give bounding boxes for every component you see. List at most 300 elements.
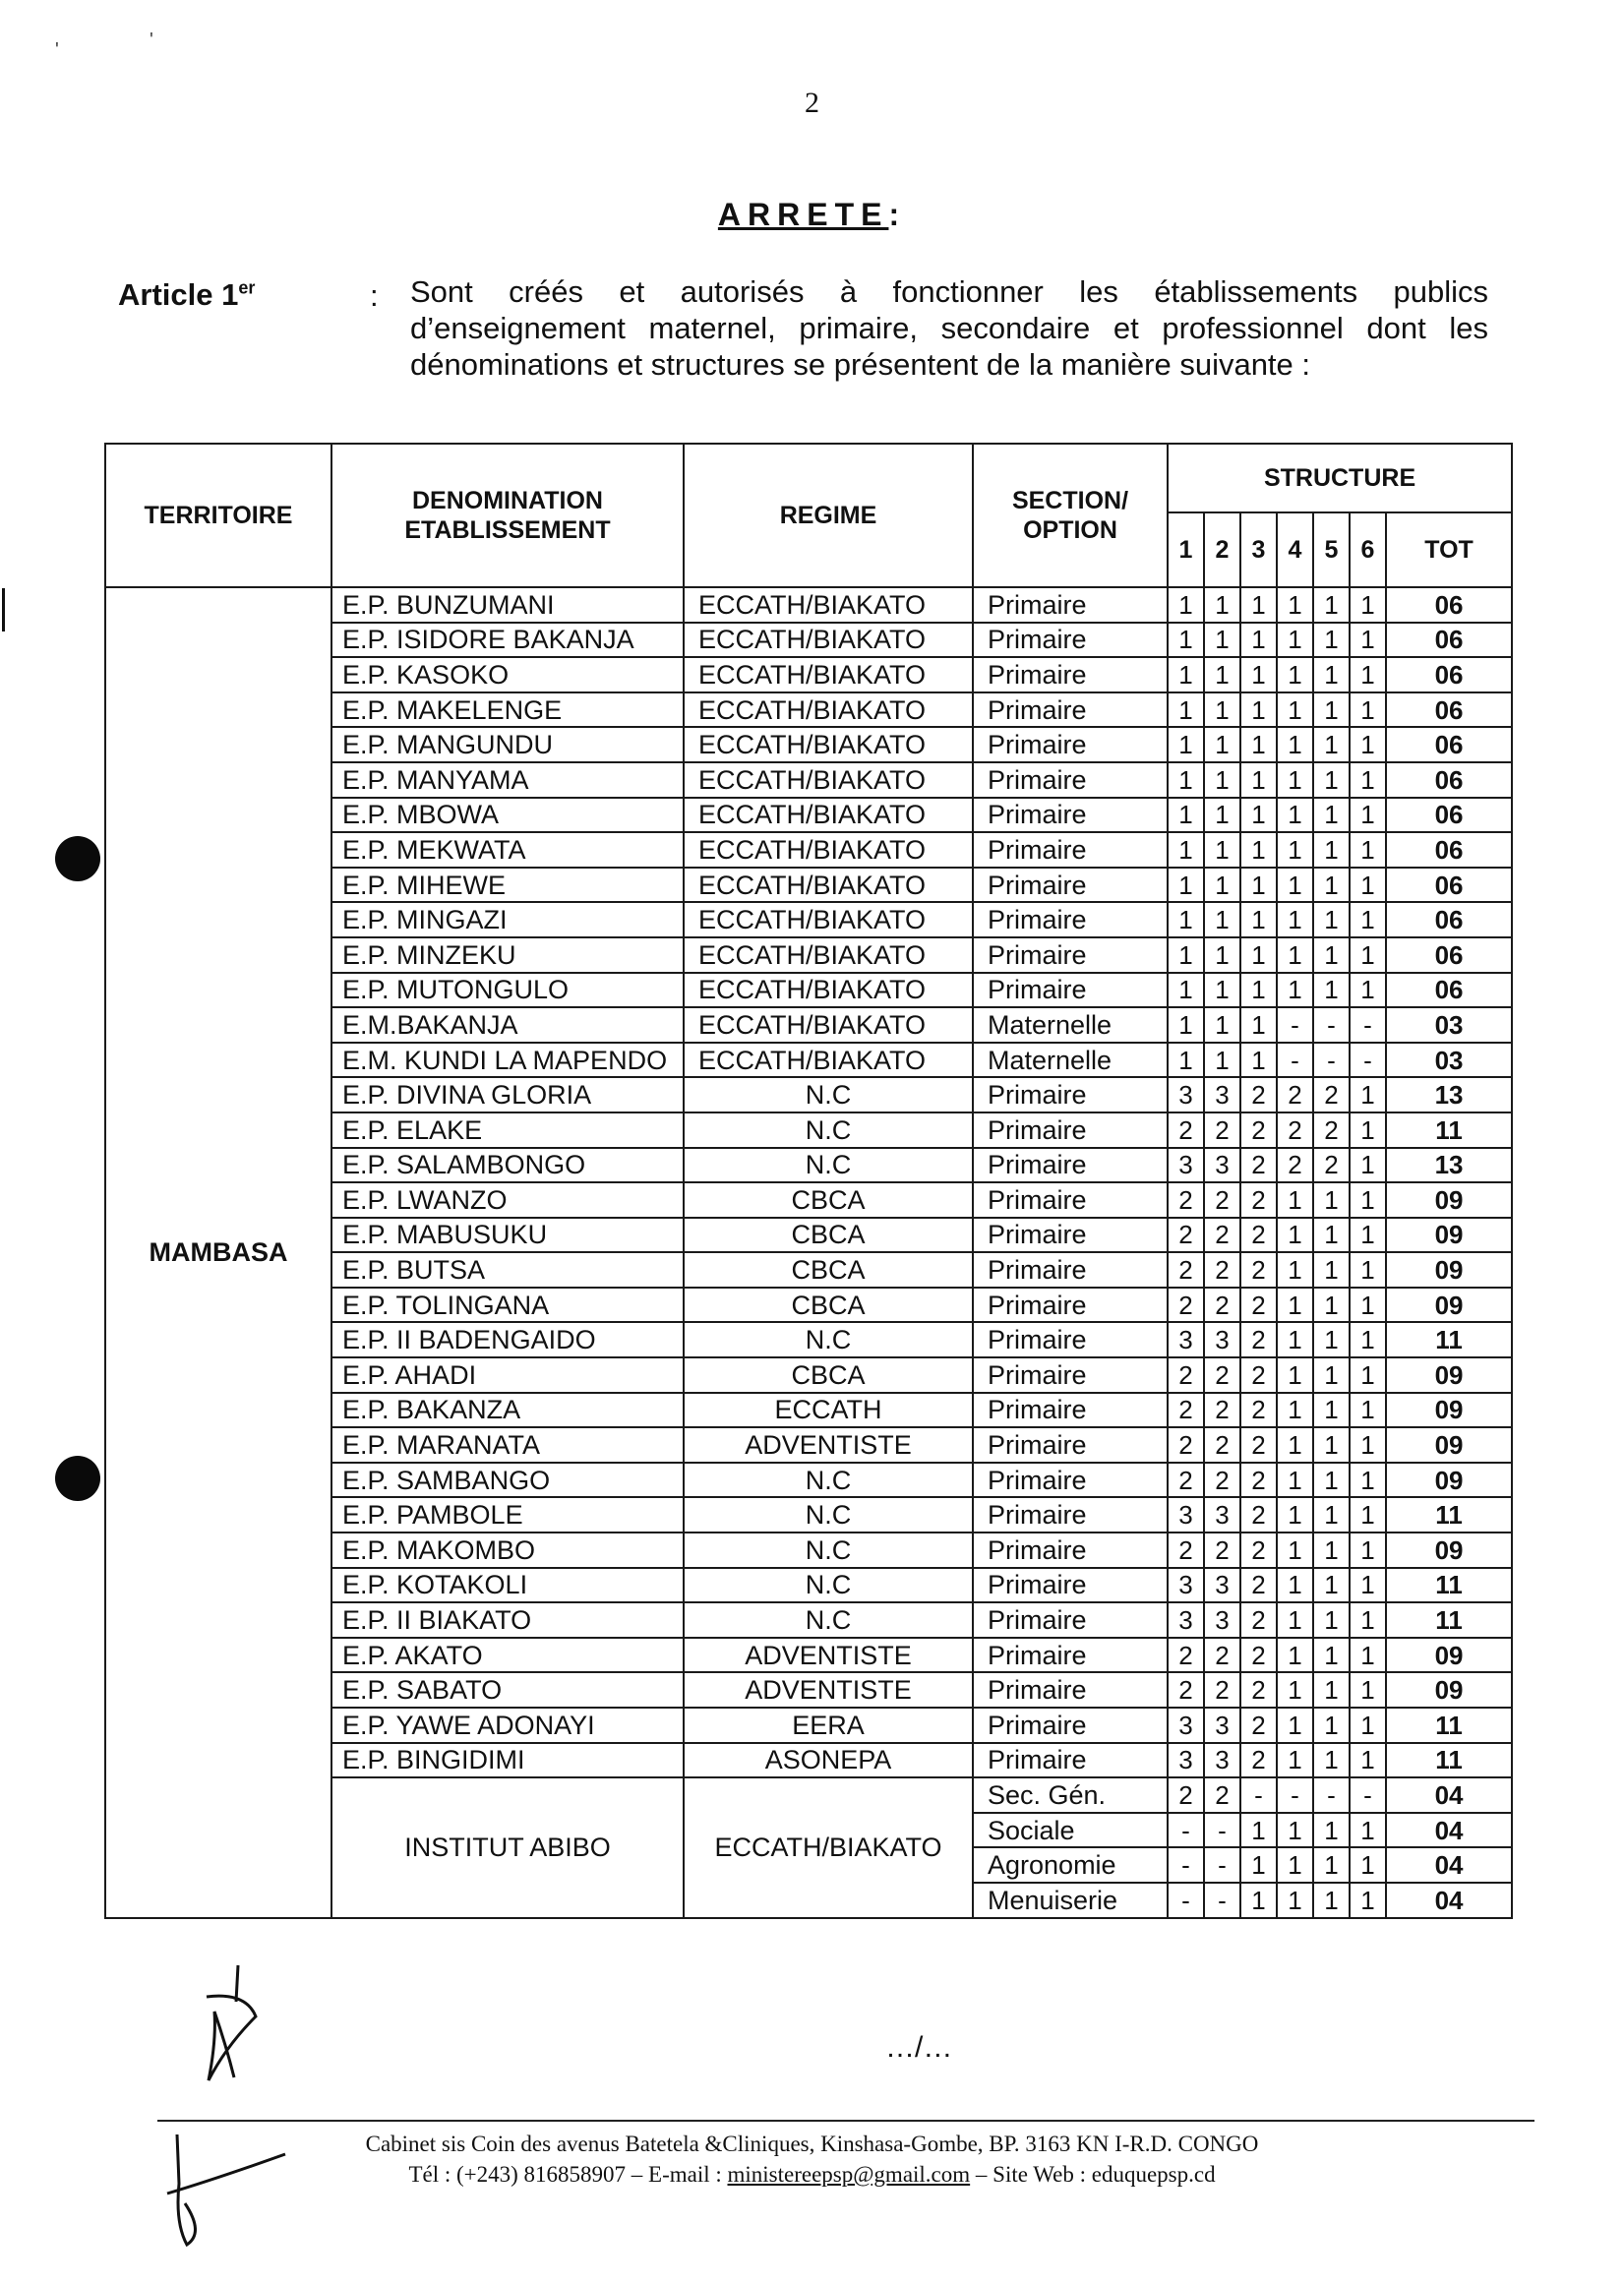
structure-level-4: 1 (1277, 1602, 1313, 1638)
school-regime: CBCA (684, 1357, 973, 1393)
school-section: Primaire (973, 1533, 1168, 1568)
structure-level-1: 1 (1168, 973, 1204, 1008)
structure-total: 11 (1386, 1743, 1512, 1778)
school-section: Primaire (973, 937, 1168, 973)
structure-level-1: - (1168, 1847, 1204, 1883)
structure-level-3: 1 (1240, 657, 1277, 692)
structure-level-6: 1 (1350, 1602, 1386, 1638)
decree-heading (0, 197, 1624, 233)
school-name: E.P. MBOWA (331, 798, 684, 833)
school-name: E.P. DIVINA GLORIA (331, 1077, 684, 1112)
structure-level-2: 2 (1204, 1463, 1240, 1498)
structure-level-1: - (1168, 1883, 1204, 1918)
school-regime: N.C (684, 1568, 973, 1603)
structure-level-5: 1 (1313, 973, 1350, 1008)
school-name: E.P. BAKANZA (331, 1393, 684, 1428)
structure-level-4: 2 (1277, 1112, 1313, 1148)
school-name: E.P. SAMBANGO (331, 1463, 684, 1498)
punch-hole-top (55, 836, 100, 881)
school-section: Primaire (973, 973, 1168, 1008)
structure-level-3: 2 (1240, 1112, 1277, 1148)
structure-level-5: - (1313, 1777, 1350, 1813)
structure-level-1: 1 (1168, 657, 1204, 692)
school-name: E.P. AHADI (331, 1357, 684, 1393)
structure-level-4: 1 (1277, 1743, 1313, 1778)
structure-level-4: 1 (1277, 1218, 1313, 1253)
structure-total: 11 (1386, 1112, 1512, 1148)
school-name: E.P. BUTSA (331, 1252, 684, 1288)
structure-level-6: 1 (1350, 692, 1386, 728)
school-name: E.M. KUNDI LA MAPENDO (331, 1043, 684, 1078)
structure-level-1: 2 (1168, 1288, 1204, 1323)
structure-level-2: 1 (1204, 762, 1240, 798)
structure-level-4: 1 (1277, 1252, 1313, 1288)
structure-level-1: 1 (1168, 623, 1204, 658)
school-name: E.P. MINZEKU (331, 937, 684, 973)
structure-level-4: 1 (1277, 1497, 1313, 1533)
schools-table (104, 443, 1513, 1919)
school-regime: ECCATH/BIAKATO (684, 762, 973, 798)
school-section: Primaire (973, 1357, 1168, 1393)
structure-level-5: 1 (1313, 623, 1350, 658)
structure-level-6: 1 (1350, 762, 1386, 798)
structure-level-1: 1 (1168, 1043, 1204, 1078)
school-name: E.P. AKATO (331, 1638, 684, 1673)
institut-option: Sociale (973, 1813, 1168, 1848)
structure-level-4: 1 (1277, 1883, 1313, 1918)
structure-level-4: 1 (1277, 1813, 1313, 1848)
structure-level-5: 1 (1313, 1672, 1350, 1708)
institut-option: Menuiserie (973, 1883, 1168, 1918)
structure-total: 04 (1386, 1813, 1512, 1848)
school-section: Maternelle (973, 1007, 1168, 1043)
school-name: E.P. PAMBOLE (331, 1497, 684, 1533)
structure-level-1: 2 (1168, 1357, 1204, 1393)
structure-level-4: 1 (1277, 902, 1313, 937)
structure-level-2: 1 (1204, 902, 1240, 937)
structure-total: 04 (1386, 1777, 1512, 1813)
school-section: Primaire (973, 902, 1168, 937)
structure-level-2: 1 (1204, 832, 1240, 868)
structure-level-6: 1 (1350, 1883, 1386, 1918)
structure-level-3: 2 (1240, 1602, 1277, 1638)
structure-level-4: 1 (1277, 973, 1313, 1008)
structure-total: 03 (1386, 1007, 1512, 1043)
school-regime: N.C (684, 1533, 973, 1568)
school-name: E.P. SABATO (331, 1672, 684, 1708)
structure-level-1: 3 (1168, 1497, 1204, 1533)
structure-level-3: 2 (1240, 1218, 1277, 1253)
structure-level-3: 2 (1240, 1182, 1277, 1218)
school-section: Primaire (973, 1568, 1168, 1603)
structure-level-5: 1 (1313, 1813, 1350, 1848)
structure-level-4: 1 (1277, 798, 1313, 833)
structure-total: 06 (1386, 587, 1512, 623)
structure-level-5: 1 (1313, 1322, 1350, 1357)
structure-level-6: 1 (1350, 1077, 1386, 1112)
school-section: Primaire (973, 692, 1168, 728)
structure-level-3: 1 (1240, 727, 1277, 762)
school-section: Primaire (973, 762, 1168, 798)
structure-level-4: 1 (1277, 1357, 1313, 1393)
school-regime: ECCATH (684, 1393, 973, 1428)
footer-address: Cabinet sis Coin des avenus Batetela &Cliniques, Kinshasa-Gombe, BP. 3163 KN I-R.D. CONGO (365, 2132, 1259, 2156)
structure-level-5: 1 (1313, 1743, 1350, 1778)
school-section: Primaire (973, 1743, 1168, 1778)
school-regime: ECCATH/BIAKATO (684, 657, 973, 692)
school-name: E.P. KASOKO (331, 657, 684, 692)
school-regime: ECCATH/BIAKATO (684, 868, 973, 903)
school-regime: ECCATH/BIAKATO (684, 587, 973, 623)
structure-level-1: 1 (1168, 762, 1204, 798)
structure-level-5: 1 (1313, 1497, 1350, 1533)
structure-level-3: 2 (1240, 1393, 1277, 1428)
structure-level-5: 1 (1313, 727, 1350, 762)
structure-level-1: 2 (1168, 1638, 1204, 1673)
school-regime: ECCATH/BIAKATO (684, 692, 973, 728)
structure-total: 09 (1386, 1427, 1512, 1463)
structure-level-2: 2 (1204, 1393, 1240, 1428)
structure-level-2: 1 (1204, 657, 1240, 692)
structure-level-5: 1 (1313, 1568, 1350, 1603)
school-name: E.P. BUNZUMANI (331, 587, 684, 623)
structure-level-2: 3 (1204, 1322, 1240, 1357)
structure-level-6: 1 (1350, 868, 1386, 903)
structure-level-2: 1 (1204, 727, 1240, 762)
structure-level-3: 1 (1240, 692, 1277, 728)
structure-level-5: 1 (1313, 868, 1350, 903)
structure-level-2: 2 (1204, 1288, 1240, 1323)
structure-total: 09 (1386, 1533, 1512, 1568)
school-regime: N.C (684, 1497, 973, 1533)
structure-level-4: - (1277, 1777, 1313, 1813)
structure-level-5: 2 (1313, 1077, 1350, 1112)
structure-total: 11 (1386, 1708, 1512, 1743)
structure-level-4: 1 (1277, 1182, 1313, 1218)
footer-website: – Site Web : eduquepsp.cd (970, 2162, 1216, 2187)
structure-level-2: 2 (1204, 1112, 1240, 1148)
structure-level-3: 2 (1240, 1533, 1277, 1568)
structure-level-1: 2 (1168, 1777, 1204, 1813)
header-section-option: SECTION/ OPTION (973, 444, 1168, 587)
school-regime: CBCA (684, 1252, 973, 1288)
structure-total: 09 (1386, 1182, 1512, 1218)
school-regime: N.C (684, 1112, 973, 1148)
structure-level-5: 1 (1313, 1252, 1350, 1288)
structure-level-5: 1 (1313, 832, 1350, 868)
school-section: Primaire (973, 623, 1168, 658)
structure-level-4: 1 (1277, 868, 1313, 903)
header-level-5: 5 (1313, 512, 1350, 587)
header-level-3: 3 (1240, 512, 1277, 587)
structure-level-5: 1 (1313, 1847, 1350, 1883)
structure-level-4: 1 (1277, 1463, 1313, 1498)
structure-level-5: - (1313, 1043, 1350, 1078)
structure-level-3: 2 (1240, 1322, 1277, 1357)
structure-total: 06 (1386, 973, 1512, 1008)
footer-phone: Tél : (+243) 816858907 – E-mail : (408, 2162, 728, 2187)
structure-level-3: 1 (1240, 902, 1277, 937)
article-colon: : (370, 278, 379, 313)
structure-level-2: 3 (1204, 1148, 1240, 1183)
school-regime: ADVENTISTE (684, 1427, 973, 1463)
structure-total: 09 (1386, 1638, 1512, 1673)
school-name: E.P. ELAKE (331, 1112, 684, 1148)
structure-level-1: 3 (1168, 1602, 1204, 1638)
structure-level-6: 1 (1350, 1148, 1386, 1183)
structure-level-6: 1 (1350, 1497, 1386, 1533)
structure-level-6: - (1350, 1007, 1386, 1043)
structure-total: 09 (1386, 1218, 1512, 1253)
header-tot: TOT (1386, 512, 1512, 587)
structure-level-3: 1 (1240, 1847, 1277, 1883)
structure-level-6: 1 (1350, 902, 1386, 937)
header-level-4: 4 (1277, 512, 1313, 587)
structure-level-1: 2 (1168, 1427, 1204, 1463)
school-name: E.P. LWANZO (331, 1182, 684, 1218)
school-regime: ECCATH/BIAKATO (684, 832, 973, 868)
structure-total: 04 (1386, 1883, 1512, 1918)
institut-option: Sec. Gén. (973, 1777, 1168, 1813)
school-section: Primaire (973, 1252, 1168, 1288)
structure-level-3: 1 (1240, 1813, 1277, 1848)
structure-total: 13 (1386, 1077, 1512, 1112)
school-regime: CBCA (684, 1218, 973, 1253)
structure-level-5: 1 (1313, 762, 1350, 798)
structure-level-2: 2 (1204, 1252, 1240, 1288)
structure-total: 09 (1386, 1357, 1512, 1393)
structure-level-6: 1 (1350, 1847, 1386, 1883)
structure-level-2: 1 (1204, 692, 1240, 728)
school-section: Primaire (973, 1322, 1168, 1357)
school-section: Primaire (973, 1077, 1168, 1112)
school-regime: ADVENTISTE (684, 1638, 973, 1673)
header-level-1: 1 (1168, 512, 1204, 587)
structure-level-1: - (1168, 1813, 1204, 1848)
structure-level-1: 3 (1168, 1708, 1204, 1743)
structure-total: 06 (1386, 762, 1512, 798)
footer-divider (157, 2120, 1534, 2122)
school-section: Primaire (973, 587, 1168, 623)
structure-level-5: 1 (1313, 1602, 1350, 1638)
decree-heading-colon: : (888, 197, 907, 232)
structure-level-3: 1 (1240, 868, 1277, 903)
structure-level-1: 3 (1168, 1148, 1204, 1183)
structure-level-6: 1 (1350, 587, 1386, 623)
structure-level-4: 1 (1277, 623, 1313, 658)
structure-level-4: 1 (1277, 1533, 1313, 1568)
structure-level-2: 2 (1204, 1777, 1240, 1813)
structure-level-6: 1 (1350, 1533, 1386, 1568)
structure-level-1: 2 (1168, 1112, 1204, 1148)
header-level-6: 6 (1350, 512, 1386, 587)
structure-level-3: 1 (1240, 937, 1277, 973)
structure-level-2: 2 (1204, 1533, 1240, 1568)
structure-level-1: 1 (1168, 868, 1204, 903)
structure-level-2: 1 (1204, 798, 1240, 833)
structure-level-4: 1 (1277, 1427, 1313, 1463)
structure-total: 11 (1386, 1497, 1512, 1533)
school-section: Primaire (973, 1182, 1168, 1218)
structure-total: 09 (1386, 1463, 1512, 1498)
structure-level-6: 1 (1350, 623, 1386, 658)
school-regime: ECCATH/BIAKATO (684, 1007, 973, 1043)
continuation-marker: …/… (885, 2031, 953, 2064)
structure-total: 09 (1386, 1672, 1512, 1708)
structure-level-3: 2 (1240, 1708, 1277, 1743)
header-regime: REGIME (684, 444, 973, 587)
institut-regime: ECCATH/BIAKATO (684, 1777, 973, 1917)
punch-hole-bottom (55, 1456, 100, 1501)
school-regime: ECCATH/BIAKATO (684, 973, 973, 1008)
structure-level-2: - (1204, 1847, 1240, 1883)
school-name: E.P. BINGIDIMI (331, 1743, 684, 1778)
structure-level-1: 1 (1168, 902, 1204, 937)
structure-level-1: 1 (1168, 798, 1204, 833)
structure-total: 11 (1386, 1602, 1512, 1638)
structure-total: 06 (1386, 902, 1512, 937)
structure-level-5: 1 (1313, 1288, 1350, 1323)
structure-total: 06 (1386, 798, 1512, 833)
structure-level-3: 1 (1240, 973, 1277, 1008)
school-regime: N.C (684, 1322, 973, 1357)
structure-level-1: 2 (1168, 1533, 1204, 1568)
footer-email[interactable]: ministereepsp@gmail.com (727, 2162, 971, 2187)
schools-table-body (105, 587, 1512, 1918)
school-name: E.P. II BIAKATO (331, 1602, 684, 1638)
structure-level-2: 1 (1204, 623, 1240, 658)
structure-level-6: 1 (1350, 1357, 1386, 1393)
structure-level-2: - (1204, 1813, 1240, 1848)
structure-level-4: 1 (1277, 1847, 1313, 1883)
school-section: Primaire (973, 1672, 1168, 1708)
structure-level-6: 1 (1350, 973, 1386, 1008)
structure-level-3: 2 (1240, 1638, 1277, 1673)
structure-level-1: 2 (1168, 1252, 1204, 1288)
structure-level-3: 2 (1240, 1463, 1277, 1498)
structure-level-6: 1 (1350, 798, 1386, 833)
school-section: Maternelle (973, 1043, 1168, 1078)
structure-level-2: 2 (1204, 1218, 1240, 1253)
structure-level-3: 2 (1240, 1252, 1277, 1288)
school-section: Primaire (973, 1463, 1168, 1498)
structure-level-6: 1 (1350, 1708, 1386, 1743)
structure-level-3: - (1240, 1777, 1277, 1813)
structure-level-3: 2 (1240, 1497, 1277, 1533)
structure-level-3: 2 (1240, 1672, 1277, 1708)
signature-initial-bottom (157, 2125, 295, 2253)
article-label-text: Article 1 (118, 277, 239, 312)
structure-level-6: 1 (1350, 657, 1386, 692)
school-name: E.P. MUTONGULO (331, 973, 684, 1008)
structure-level-6: 1 (1350, 937, 1386, 973)
structure-level-5: 1 (1313, 1182, 1350, 1218)
structure-level-2: 2 (1204, 1638, 1240, 1673)
institut-name: INSTITUT ABIBO (331, 1777, 684, 1917)
structure-level-1: 1 (1168, 727, 1204, 762)
school-name: E.P. SALAMBONGO (331, 1148, 684, 1183)
structure-total: 13 (1386, 1148, 1512, 1183)
school-section: Primaire (973, 657, 1168, 692)
school-regime: N.C (684, 1148, 973, 1183)
structure-level-6: - (1350, 1043, 1386, 1078)
structure-level-6: 1 (1350, 727, 1386, 762)
signature-initial-top (187, 1957, 266, 2085)
school-regime: ECCATH/BIAKATO (684, 902, 973, 937)
school-name: E.P. KOTAKOLI (331, 1568, 684, 1603)
structure-level-4: 1 (1277, 1288, 1313, 1323)
structure-level-1: 2 (1168, 1672, 1204, 1708)
structure-level-6: 1 (1350, 1813, 1386, 1848)
structure-level-1: 3 (1168, 1568, 1204, 1603)
structure-level-5: 1 (1313, 587, 1350, 623)
header-denomination: DENOMINATION ETABLISSEMENT (331, 444, 684, 587)
header-level-2: 2 (1204, 512, 1240, 587)
school-name: E.P. MEKWATA (331, 832, 684, 868)
school-regime: ECCATH/BIAKATO (684, 798, 973, 833)
structure-level-2: 2 (1204, 1357, 1240, 1393)
school-section: Primaire (973, 1708, 1168, 1743)
structure-level-2: 1 (1204, 973, 1240, 1008)
structure-total: 03 (1386, 1043, 1512, 1078)
structure-level-2: 1 (1204, 1007, 1240, 1043)
structure-level-1: 2 (1168, 1393, 1204, 1428)
school-name: E.P. TOLINGANA (331, 1288, 684, 1323)
header-structure: STRUCTURE (1168, 444, 1512, 512)
structure-total: 06 (1386, 832, 1512, 868)
structure-level-5: 1 (1313, 657, 1350, 692)
structure-total: 06 (1386, 727, 1512, 762)
school-name: E.P. II BADENGAIDO (331, 1322, 684, 1357)
structure-level-2: 1 (1204, 868, 1240, 903)
structure-level-4: 1 (1277, 727, 1313, 762)
structure-level-4: - (1277, 1007, 1313, 1043)
structure-level-3: 1 (1240, 587, 1277, 623)
school-name: E.P. MARANATA (331, 1427, 684, 1463)
structure-level-3: 2 (1240, 1288, 1277, 1323)
page-number: 2 (805, 87, 819, 119)
structure-level-2: - (1204, 1883, 1240, 1918)
structure-level-4: 1 (1277, 937, 1313, 973)
structure-level-2: 3 (1204, 1568, 1240, 1603)
structure-level-1: 2 (1168, 1463, 1204, 1498)
school-section: Primaire (973, 1497, 1168, 1533)
structure-level-1: 2 (1168, 1182, 1204, 1218)
structure-total: 09 (1386, 1393, 1512, 1428)
structure-level-5: 1 (1313, 1393, 1350, 1428)
school-section: Primaire (973, 868, 1168, 903)
structure-level-1: 1 (1168, 1007, 1204, 1043)
structure-level-2: 3 (1204, 1497, 1240, 1533)
article-text: Sont créés et autorisés à fonctionner les établissements publics d’enseignement maternel, primaire, secondaire et professionnel dont les dénominations et structures se présentent de la manière suivante : (410, 274, 1488, 382)
structure-level-3: 1 (1240, 832, 1277, 868)
school-name: E.P. YAWE ADONAYI (331, 1708, 684, 1743)
school-regime: EERA (684, 1708, 973, 1743)
structure-total: 11 (1386, 1322, 1512, 1357)
structure-level-6: 1 (1350, 1672, 1386, 1708)
structure-level-4: 1 (1277, 1322, 1313, 1357)
structure-level-3: 2 (1240, 1427, 1277, 1463)
structure-level-2: 2 (1204, 1182, 1240, 1218)
structure-level-6: 1 (1350, 1288, 1386, 1323)
school-regime: ECCATH/BIAKATO (684, 727, 973, 762)
structure-total: 09 (1386, 1252, 1512, 1288)
structure-level-4: 1 (1277, 692, 1313, 728)
article-label-sup: er (238, 277, 256, 298)
school-regime: N.C (684, 1463, 973, 1498)
structure-level-2: 3 (1204, 1708, 1240, 1743)
structure-level-6: 1 (1350, 1638, 1386, 1673)
